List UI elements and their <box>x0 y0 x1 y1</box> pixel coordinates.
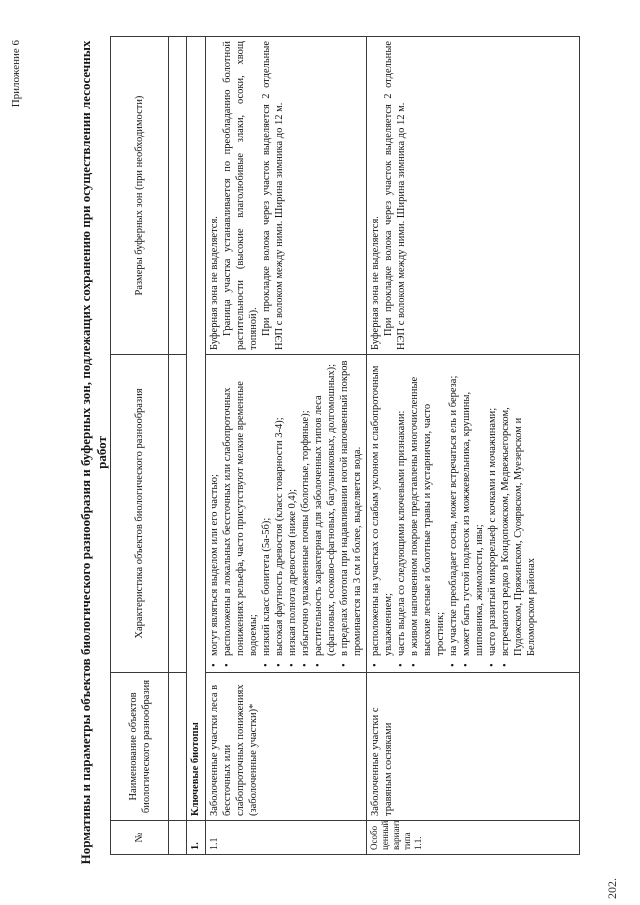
biodiversity-table <box>110 36 580 855</box>
section-row <box>187 37 206 855</box>
header-row <box>111 37 169 855</box>
header-name: Наименование объектов биологического разнообразия <box>111 673 169 821</box>
header-num: № <box>111 821 169 855</box>
list-item: • часто развитый микрорельеф с кочками и мочажинами; <box>486 359 499 658</box>
list-item: • может быть густой подлесок из можжевельника, крушины, шиповника, жимолости, ивы; <box>460 359 486 658</box>
annex-label: Приложение 6 <box>10 40 22 108</box>
list-item: • могут являться выделом или его частью; <box>208 359 221 658</box>
table-row <box>367 37 580 855</box>
list-item: • низкая полнота древостоя (ниже 0,4); <box>286 359 299 658</box>
buffer-text: Граница участка устанавливается по преобладанию болотной растительности (высокие влаголюбивые злаки, осоки, хвощ топяной). <box>222 41 259 350</box>
row-buffer <box>206 37 367 355</box>
feature-list <box>208 359 364 668</box>
row-buffer <box>367 37 580 355</box>
buffer-text: Буферная зона не выделяется. <box>209 216 220 350</box>
row-features <box>367 355 580 673</box>
buffer-text: При прокладке волока через участок выделяется 2 отдельные НЭП с волоком между ними. Ширина зимника до 12 м. <box>261 41 285 350</box>
list-item: • часть выдела со следующими ключевыми признаками: <box>395 359 408 658</box>
header-characteristics: Характеристика объектов биологического разнообразия <box>111 355 169 673</box>
list-item: • растительность характерная для заболоченных типов леса (сфагновых, осоково-сфагновых, багульниковых, долгомошных); <box>312 359 338 658</box>
section-num: 1. <box>187 821 206 855</box>
document-title: Нормативы и параметры объектов биологического разнообразия и буферных зон, подлежащих сохранению при осуществлении лесосечных работ <box>78 40 109 865</box>
buffer-text: При прокладке волока через участок выделяется 2 отдельные НЭП с волоком между ними. Ширина зимника до 12 м. <box>383 41 407 350</box>
list-item: • встречаются редко в Кондопожском, Медвежьегорском, Пудожском, Пряжинском, Суоярвском, Муезерском и Беломорском районах <box>499 359 538 658</box>
list-item: • высокая фаутность древостоя (класс товарности 3-4); <box>273 359 286 658</box>
list-item: • расположены на участках со слабым уклоном и слабопроточным увлажнением; <box>369 359 395 658</box>
row-name: Заболоченные участки с травяным сосняками <box>367 673 580 821</box>
row-id: Особо ценный вариант типа 1.1. <box>367 821 580 855</box>
section-title: Ключевые биотопы <box>187 37 206 821</box>
header-buffer: Размеры буферных зон (при необходимости) <box>111 37 169 355</box>
buffer-text: Буферная зона не выделяется. <box>370 216 381 350</box>
list-item: • в пределах биотопа при надавливании ногой напочвенный покров проминается на 3 см и более, выделяется вода. <box>338 359 364 658</box>
row-name: Заболоченные участки леса в бессточных или слабопроточных понижениях (заболоченные участки)* <box>206 673 367 821</box>
list-item: • на участке преобладает сосна, может встречаться ель и береза; <box>447 359 460 658</box>
row-features <box>206 355 367 673</box>
list-item: • низкий класс бонитета (5а-5б); <box>260 359 273 658</box>
row-id: 1.1 <box>206 821 367 855</box>
page-number: 202. <box>605 878 619 899</box>
table-row <box>206 37 367 855</box>
list-item: • в живом напочвенном покрове представлены многочисленные высокие лесные и болотные травы и кустарнички, часто тростник; <box>408 359 447 658</box>
list-item: • избыточно увлажненные почвы (болотные, торфяные); <box>299 359 312 658</box>
list-item: • расположены в локальных бессточных или слабопроточных понижениях рельефа, часто присутствуют мелкие временные водоемы; <box>221 359 260 658</box>
column-number-row <box>169 37 187 855</box>
feature-list <box>369 359 538 668</box>
